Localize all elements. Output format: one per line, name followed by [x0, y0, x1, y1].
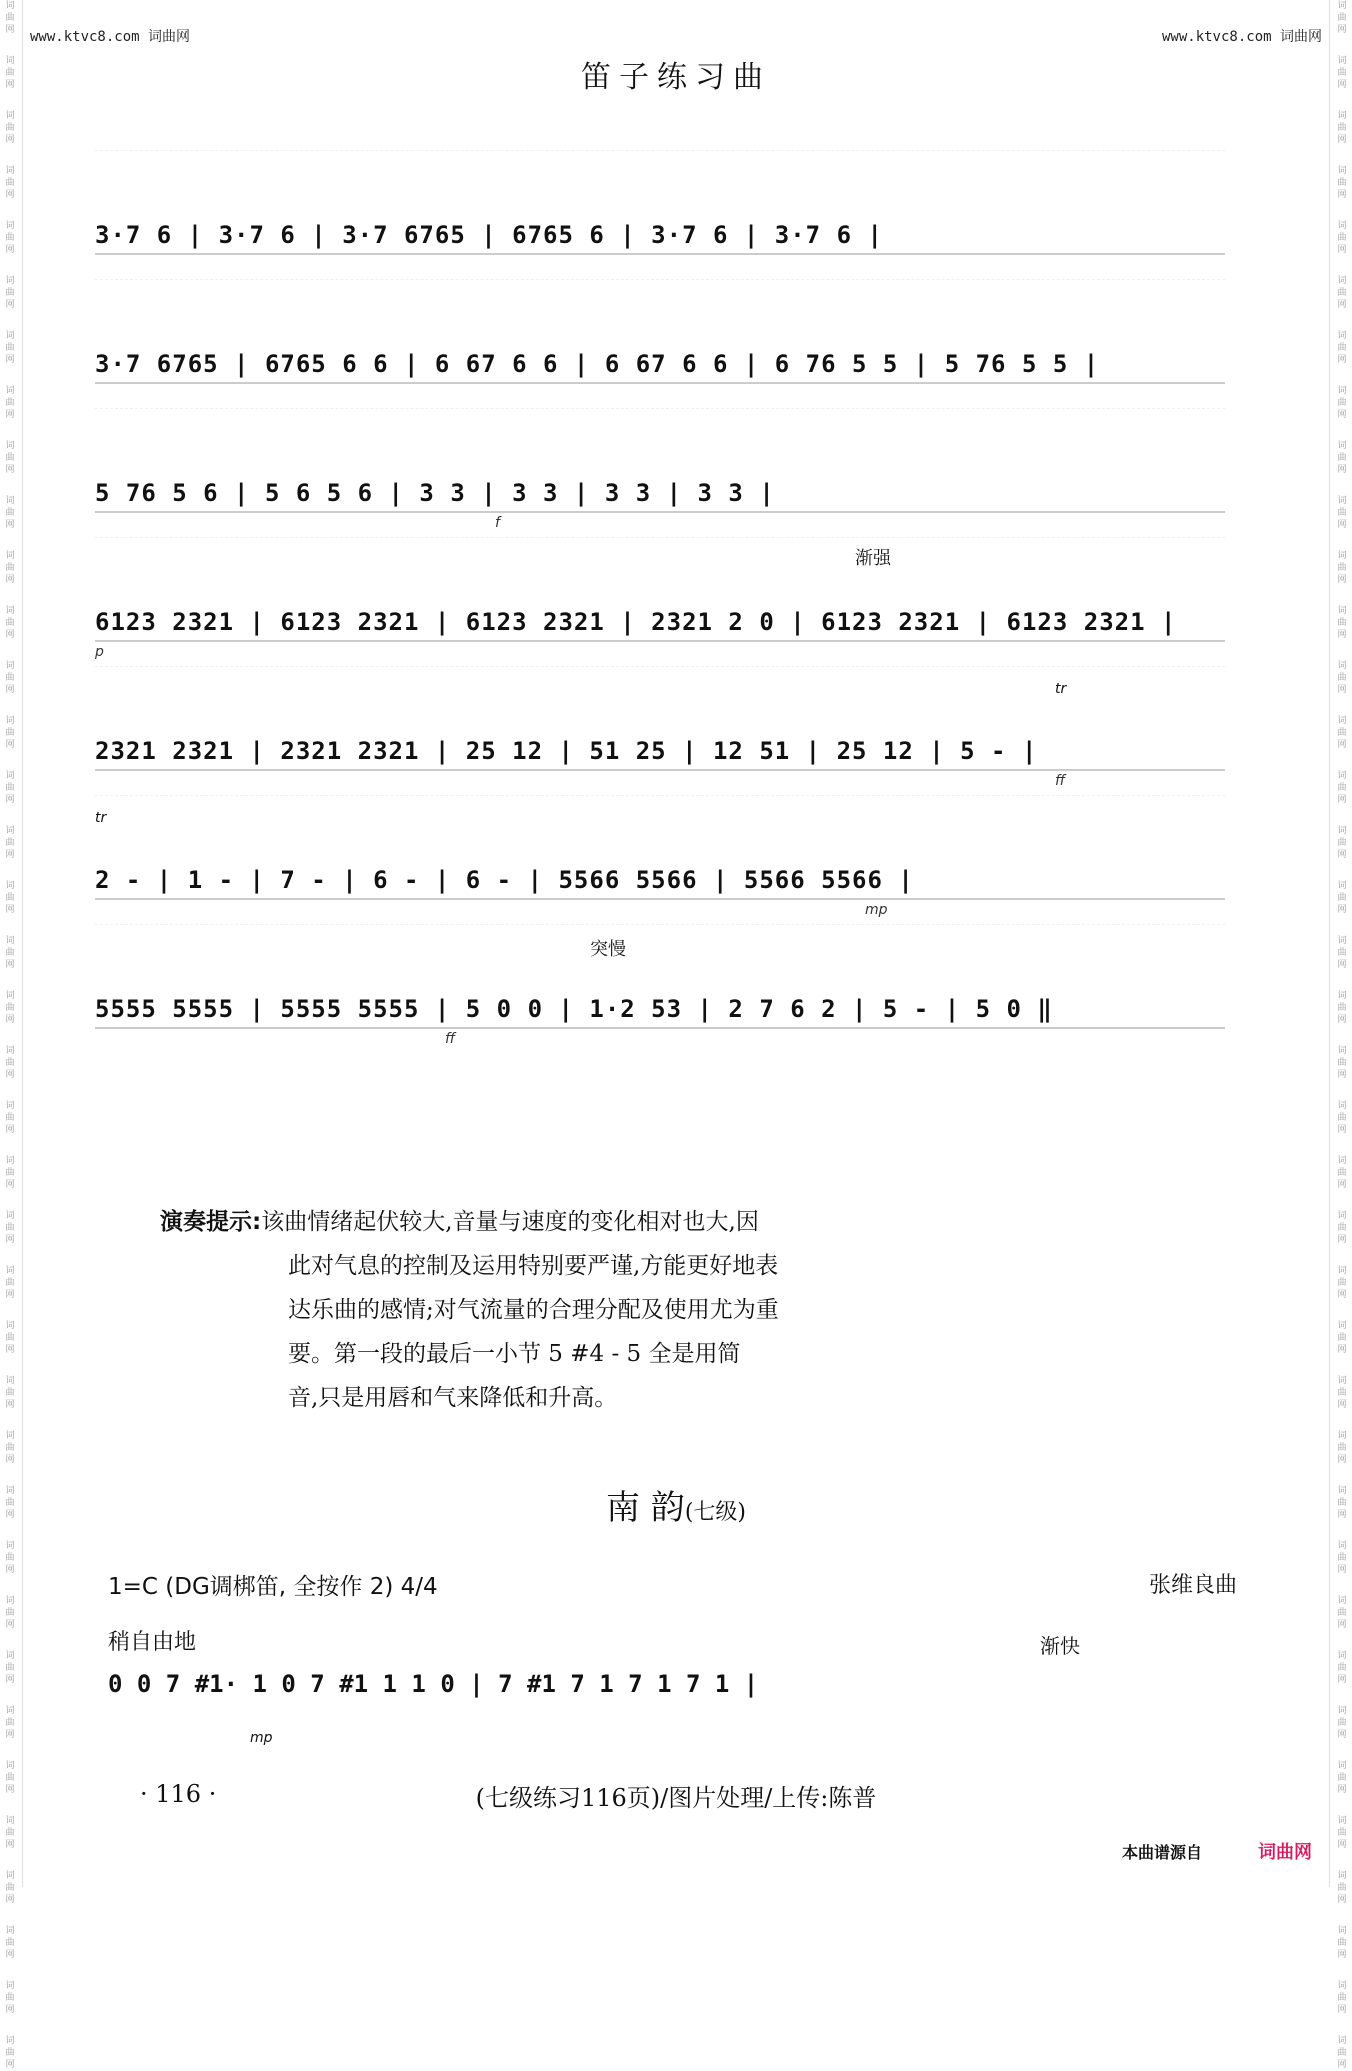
- watermark-text: 词曲网: [1337, 56, 1347, 90]
- watermark-text: 词曲网: [5, 1211, 15, 1245]
- watermark-text: 词曲网: [5, 1816, 15, 1850]
- watermark-text: 词曲网: [5, 936, 15, 970]
- watermark-text: 词曲网: [1337, 606, 1347, 640]
- watermark-text: 词曲网: [5, 1266, 15, 1300]
- watermark-text: 词曲网: [5, 1101, 15, 1135]
- accel-marking: 渐快: [1040, 1634, 1080, 1658]
- watermark-text: 词曲网: [1337, 1101, 1347, 1135]
- watermark-right: [1334, 0, 1350, 2070]
- watermark-text: 词曲网: [1337, 826, 1347, 860]
- header-url-left: www.ktvc8.com: [30, 29, 140, 45]
- left-frame-line: [22, 0, 23, 1887]
- watermark-text: 词曲网: [5, 826, 15, 860]
- score-notes: 5 76 5 6 | 5 6 5 6 | 3 3 | 3 3 | 3 3 | 3 3 |: [95, 479, 1225, 507]
- trill-mark: tr: [1055, 681, 1067, 697]
- watermark-text: 词曲网: [5, 496, 15, 530]
- watermark-text: 词曲网: [1337, 1486, 1347, 1520]
- score-row-6: [95, 795, 1225, 924]
- score-row-4: [95, 537, 1225, 666]
- score-notes: 5555 5555 | 5555 5555 | 5 0 0 | 1·2 53 | 2 7 6 2 | 5 - | 5 0 ‖: [95, 995, 1225, 1023]
- page-number: · 116 ·: [140, 1780, 217, 1808]
- tips-line: 要。第一段的最后一小节 5 #4 - 5 全是用简: [288, 1341, 741, 1367]
- watermark-text: 词曲网: [1337, 661, 1347, 695]
- score-notes: 2 - | 1 - | 7 - | 6 - | 6 - | 5566 5566 | 5566 5566 |: [95, 866, 1225, 894]
- dynamic-mark: ff: [445, 1031, 456, 1047]
- header-right: [1162, 26, 1322, 46]
- performance-tips: [160, 1200, 960, 1420]
- watermark-text: 词曲网: [1337, 496, 1347, 530]
- watermark-text: 词曲网: [1337, 331, 1347, 365]
- song-first-line: 0 0 7 #1· 1 0 7 #1 1 1 0 | 7 #1 7 1 7 1 7 1 |: [108, 1670, 759, 1698]
- composer: 张维良曲: [1148, 1573, 1237, 1598]
- watermark-text: 词曲网: [1337, 166, 1347, 200]
- watermark-text: 词曲网: [1337, 1761, 1347, 1795]
- tips-line: 此对气息的控制及运用特别要严谨,方能更好地表: [288, 1253, 779, 1279]
- song-title: 南 韵(七级): [606, 1488, 746, 1528]
- footer-logo: 词曲网: [1258, 1842, 1312, 1863]
- watermark-text: 词曲网: [5, 1156, 15, 1190]
- right-frame-line: [1329, 0, 1330, 1887]
- trill-mark: tr: [95, 810, 107, 826]
- dynamic-mark: mp: [865, 902, 888, 918]
- watermark-text: 词曲网: [5, 386, 15, 420]
- watermark-text: 词曲网: [5, 1981, 15, 2015]
- watermark-text: 词曲网: [1337, 551, 1347, 585]
- watermark-text: 词曲网: [5, 276, 15, 310]
- score-notes: 6123 2321 | 6123 2321 | 6123 2321 | 2321 2 0 | 6123 2321 | 6123 2321 |: [95, 608, 1225, 636]
- watermark-text: 词曲网: [5, 1706, 15, 1740]
- dynamic-mark: mp: [250, 1730, 273, 1746]
- tips-line: 音,只是用唇和气来降低和升高。: [288, 1385, 618, 1411]
- watermark-text: 词曲网: [5, 991, 15, 1025]
- watermark-text: 词曲网: [1337, 1156, 1347, 1190]
- header-site-left: 词曲网: [148, 29, 191, 45]
- page-title: 笛子练习曲: [581, 60, 771, 95]
- watermark-text: 词曲网: [1337, 386, 1347, 420]
- watermark-text: 词曲网: [5, 1376, 15, 1410]
- watermark-text: 词曲网: [5, 111, 15, 145]
- watermark-text: 词曲网: [1337, 1266, 1347, 1300]
- tempo-marking: 稍自由地: [108, 1630, 197, 1655]
- watermark-text: 词曲网: [5, 1431, 15, 1465]
- upload-caption: (七级练习116页)/图片处理/上传:陈普: [475, 1784, 877, 1812]
- watermark-text: 词曲网: [1337, 881, 1347, 915]
- tips-label: 演奏提示:: [160, 1209, 262, 1235]
- watermark-text: 词曲网: [1337, 1706, 1347, 1740]
- watermark-text: 词曲网: [1337, 1541, 1347, 1575]
- watermark-text: 词曲网: [5, 771, 15, 805]
- watermark-text: 词曲网: [5, 166, 15, 200]
- watermark-text: 词曲网: [5, 1926, 15, 1960]
- dynamic-mark: ff: [1055, 773, 1066, 789]
- watermark-text: 词曲网: [1337, 221, 1347, 255]
- score-row-2: [95, 279, 1225, 408]
- watermark-text: 词曲网: [5, 56, 15, 90]
- score-notes: 3·7 6765 | 6765 6 6 | 6 67 6 6 | 6 67 6 6 | 6 76 5 5 | 5 76 5 5 |: [95, 350, 1225, 378]
- watermark-text: 词曲网: [5, 1, 15, 35]
- watermark-text: 词曲网: [5, 1486, 15, 1520]
- crescendo-marking: 渐强: [855, 548, 891, 569]
- watermark-text: 词曲网: [5, 661, 15, 695]
- watermark-text: 词曲网: [1337, 1926, 1347, 1960]
- score-row-1: [95, 150, 1225, 279]
- watermark-text: 词曲网: [5, 221, 15, 255]
- key-signature: 1=C (DG调梆笛, 全按作 2) 4/4: [108, 1574, 438, 1600]
- watermark-text: 词曲网: [5, 551, 15, 585]
- watermark-text: 词曲网: [5, 1651, 15, 1685]
- watermark-text: 词曲网: [1337, 1, 1347, 35]
- score-row-5: [95, 666, 1225, 795]
- watermark-text: 词曲网: [5, 1596, 15, 1630]
- header-url-right: www.ktvc8.com: [1161, 29, 1272, 45]
- footer-source: 本曲谱源自: [1121, 1843, 1202, 1862]
- ritardando-marking: 突慢: [590, 939, 626, 960]
- watermark-text: 词曲网: [5, 331, 15, 365]
- watermark-text: 词曲网: [1337, 111, 1347, 145]
- score-row-7: [95, 924, 1225, 1053]
- watermark-text: 词曲网: [1337, 1321, 1347, 1355]
- watermark-text: 词曲网: [1337, 1596, 1347, 1630]
- header-site-right: 词曲网: [1280, 29, 1322, 45]
- dynamic-mark: p: [95, 644, 104, 660]
- watermark-text: 词曲网: [1337, 276, 1347, 310]
- watermark-text: 词曲网: [1337, 441, 1347, 475]
- watermark-text: 词曲网: [1337, 1651, 1347, 1685]
- watermark-text: 词曲网: [1337, 1431, 1347, 1465]
- score-notes: 3·7 6 | 3·7 6 | 3·7 6765 | 6765 6 | 3·7 6 | 3·7 6 |: [95, 221, 1225, 249]
- watermark-text: 词曲网: [5, 606, 15, 640]
- watermark-text: 词曲网: [1337, 936, 1347, 970]
- watermark-text: 词曲网: [5, 1761, 15, 1795]
- song-level: (七级): [684, 1500, 746, 1525]
- dynamic-mark: f: [495, 515, 500, 531]
- watermark-text: 词曲网: [1337, 1816, 1347, 1850]
- watermark-text: 词曲网: [5, 881, 15, 915]
- watermark-text: 词曲网: [1337, 1211, 1347, 1245]
- watermark-text: 词曲网: [1337, 1376, 1347, 1410]
- watermark-text: 词曲网: [5, 441, 15, 475]
- watermark-text: 词曲网: [1337, 1981, 1347, 2015]
- watermark-left: [2, 0, 18, 2070]
- watermark-text: 词曲网: [1337, 716, 1347, 750]
- watermark-text: 词曲网: [5, 1046, 15, 1080]
- watermark-text: 词曲网: [1337, 1046, 1347, 1080]
- watermark-text: 词曲网: [1337, 1871, 1347, 1905]
- watermark-text: 词曲网: [5, 1871, 15, 1905]
- tips-line: 达乐曲的感情;对气流量的合理分配及使用尤为重: [288, 1297, 779, 1323]
- tips-line: 演奏提示:该曲情绪起伏较大,音量与速度的变化相对也大,因: [160, 1209, 759, 1235]
- score-notes: 2321 2321 | 2321 2321 | 25 12 | 51 25 | 12 51 | 25 12 | 5 - |: [95, 737, 1225, 765]
- score-row-3: [95, 408, 1225, 537]
- watermark-text: 词曲网: [1337, 991, 1347, 1025]
- score: [95, 150, 1225, 1053]
- watermark-text: 词曲网: [1337, 2036, 1347, 2070]
- watermark-text: 词曲网: [5, 1321, 15, 1355]
- watermark-text: 词曲网: [5, 716, 15, 750]
- watermark-text: 词曲网: [5, 2036, 15, 2070]
- watermark-text: 词曲网: [5, 1541, 15, 1575]
- watermark-text: 词曲网: [1337, 771, 1347, 805]
- header-left: [30, 26, 190, 46]
